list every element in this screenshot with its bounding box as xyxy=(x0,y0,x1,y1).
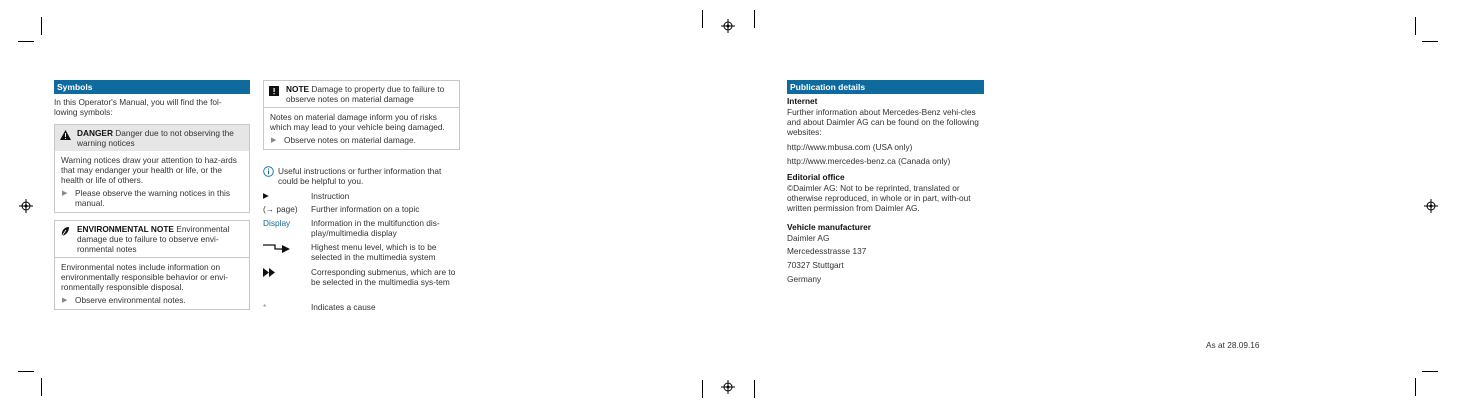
legend-text: Further information on a topic xyxy=(311,204,420,214)
crop-mark xyxy=(754,380,755,398)
environmental-label: ENVIRONMENTAL NOTE xyxy=(77,224,174,234)
manufacturer-line: 70327 Stuttgart xyxy=(787,260,844,270)
crop-mark xyxy=(754,10,755,28)
note-notice xyxy=(263,80,460,150)
note-label: NOTE xyxy=(286,84,310,94)
instruction-arrow-icon: ▶ xyxy=(62,190,68,197)
crop-mark xyxy=(1422,41,1438,42)
crop-mark xyxy=(1415,17,1416,35)
info-note xyxy=(263,166,458,186)
legend-text: Corresponding submenus, which are to be selected in the multimedia sys-tem xyxy=(311,267,456,287)
warning-triangle-icon xyxy=(60,130,71,142)
manufacturer-title: Vehicle manufacturer xyxy=(787,222,871,232)
editorial-text: ©Daimler AG: Not to be reprinted, translated or otherwise reproduced, in whole or in part, with-out written permission from Daimler AG. xyxy=(787,183,971,213)
url-canada: http://www.mercedes-benz.ca (Canada only) xyxy=(787,156,951,166)
legend-text: Instruction xyxy=(311,191,350,201)
legend-text: Indicates a cause xyxy=(311,302,376,312)
instruction-arrow-icon: ▶ xyxy=(271,137,277,144)
page-reference-symbol: (→ page) xyxy=(263,204,298,214)
legend-text: Highest menu level, which is to be selected in the multimedia system xyxy=(311,242,437,262)
crop-mark xyxy=(41,17,42,35)
environmental-notice-header xyxy=(55,221,249,258)
legend-row-cause xyxy=(263,302,463,312)
internet-text: Further information about Mercedes-Benz vehi-cles and about Daimler AG can be found on the following websites: xyxy=(787,107,979,137)
manufacturer-line: Daimler AG xyxy=(787,233,830,243)
danger-notice xyxy=(54,124,250,213)
symbols-intro: In this Operator's Manual, you will find the fol-lowing symbols: xyxy=(54,97,222,117)
internet-title: Internet xyxy=(787,96,818,106)
exclamation-icon xyxy=(269,86,279,98)
crop-mark xyxy=(1422,371,1438,372)
display-symbol: Display xyxy=(263,218,291,228)
crop-mark xyxy=(18,371,34,372)
as-at-date: As at 28.09.16 xyxy=(1206,340,1260,350)
environmental-step xyxy=(61,295,243,305)
instruction-arrow-icon: ▶ xyxy=(263,191,269,200)
crop-mark xyxy=(702,10,703,28)
crop-mark xyxy=(1415,378,1416,396)
instruction-arrow-icon: ▶ xyxy=(62,297,68,304)
url-usa: http://www.mbusa.com (USA only) xyxy=(787,142,913,152)
crop-mark xyxy=(702,380,703,398)
note-title: Damage to property due to failure to observe notes on material damage xyxy=(286,84,445,104)
danger-label: DANGER xyxy=(77,128,113,138)
legend-text: Information in the multifunction dis-play/multimedia display xyxy=(311,218,440,238)
note-text: Notes on material damage inform you of risks which may lead to your vehicle being damaged. xyxy=(270,112,445,132)
registration-mark-icon xyxy=(721,380,735,394)
info-icon xyxy=(263,166,274,179)
danger-notice-header xyxy=(55,125,249,151)
registration-mark-icon xyxy=(721,19,735,33)
manufacturer-line: Mercedesstrasse 137 xyxy=(787,246,867,256)
registration-mark-icon xyxy=(19,199,33,213)
legend-row-display xyxy=(263,218,463,238)
publication-heading: Publication details xyxy=(787,80,984,94)
danger-step-text: Please observe the warning notices in this manual. xyxy=(75,188,230,208)
environmental-step-text: Observe environmental notes. xyxy=(75,295,186,305)
danger-notice-body xyxy=(55,151,249,212)
note-step-text: Observe notes on material damage. xyxy=(284,135,416,145)
menu-arrow-icon xyxy=(263,243,291,255)
manufacturer-line: Germany xyxy=(787,274,822,284)
crop-mark xyxy=(41,378,42,396)
registration-mark-icon xyxy=(1424,199,1438,213)
editorial-title: Editorial office xyxy=(787,172,845,182)
environmental-text: Environmental notes include information on environmentally responsible behavior or envi-ronmentally responsible disposal. xyxy=(61,262,228,292)
environmental-title: Environmental damage due to failure to observe envi-ronmental notes xyxy=(77,224,230,254)
danger-step xyxy=(61,188,243,208)
note-notice-body xyxy=(264,108,459,149)
symbols-heading: Symbols xyxy=(54,80,250,94)
note-step xyxy=(270,135,453,145)
legend-row-instruction xyxy=(263,191,463,201)
legend-row-page-reference xyxy=(263,204,463,214)
double-chevron-icon xyxy=(263,268,277,279)
crop-mark xyxy=(18,41,34,42)
environmental-notice xyxy=(54,220,250,310)
note-notice-header xyxy=(264,81,459,108)
leaf-icon xyxy=(60,226,70,239)
danger-title: Danger due to not observing the warning notices xyxy=(77,128,234,148)
danger-text: Warning notices draw your attention to haz-ards that may endanger your health or life, or the health or life of others. xyxy=(61,155,237,185)
info-text: Useful instructions or further information that could be helpful to you. xyxy=(278,166,442,186)
legend-row-menu-level xyxy=(263,242,463,262)
environmental-notice-body xyxy=(55,258,249,309)
legend-row-submenus xyxy=(263,267,463,297)
asterisk-symbol: * xyxy=(263,302,267,312)
